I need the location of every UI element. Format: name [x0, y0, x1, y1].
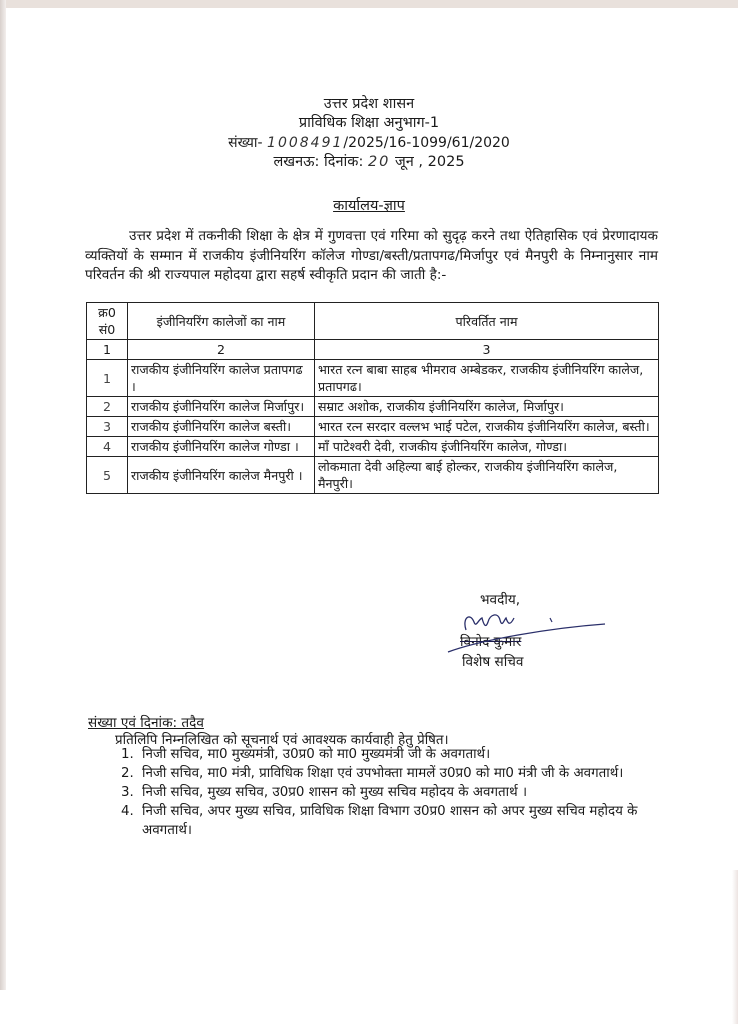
header-new-name: परिवर्तित नाम: [315, 303, 659, 340]
old-college-name: राजकीय इंजीनियरिंग कालेज मिर्जापुर।: [128, 397, 315, 417]
copy-intro: प्रतिलिपि निम्नलिखित को सूचनार्थ एवं आवश्यक कार्यवाही हेतु प्रेषित।: [115, 733, 449, 748]
body-paragraph: उत्तर प्रदेश में तकनीकी शिक्षा के क्षेत्र में गुणवत्ता एवं गरिमा को सुदृढ़ करने तथा ऐतिहासिक एवं प्रेरणादायक व्यक्तियों के सम्मान में राजकीय इंजीनियरिंग कॉलेज गोण्डा/बस्ती/प्रतापगढ/मिर्जापुर एवं मैनपुरी के निम्नानुसार नाम परिवर्तन की श्री राज्यपाल महोदया द्वारा सहर्ष स्वीकृति प्रदान की जाती है:-: [85, 228, 658, 283]
number-suffix: /2025/16-1099/61/2020: [343, 135, 510, 151]
serial-number: 1: [87, 360, 128, 397]
college-rename-table: [86, 302, 659, 494]
new-college-name: भारत रत्न सरदार वल्लभ भाई पटेल, राजकीय इंजीनियरिंग कालेज, बस्ती।: [315, 417, 659, 437]
handwritten-number: 1008491: [267, 135, 344, 151]
closing-salutation: भवदीय,: [480, 592, 521, 608]
table-column-number-row: [87, 340, 659, 360]
old-college-name: राजकीय इंजीनियरिंग कालेज बस्ती।: [128, 417, 315, 437]
column-number: 1: [87, 340, 128, 360]
new-college-name: भारत रत्न बाबा साहब भीमराव अम्बेडकर, राजकीय इंजीनियरिंग कालेज, प्रतापगढ।: [315, 360, 659, 397]
serial-number: 2: [87, 397, 128, 417]
signatory-designation: विशेष सचिव: [462, 654, 524, 670]
number-label: संख्या-: [228, 135, 263, 151]
place-date-label: लखनऊ: दिनांक:: [273, 154, 364, 170]
table-row: [87, 397, 659, 417]
reference-number: [0, 134, 738, 153]
column-number: 3: [315, 340, 659, 360]
header-college-name: इंजीनियरिंग कालेजों का नाम: [128, 303, 315, 340]
memo-subject: कार्यालय-ज्ञाप: [333, 198, 405, 214]
old-college-name: राजकीय इंजीनियरिंग कालेज प्रतापगढ ।: [128, 360, 315, 397]
new-college-name: माँ पाटेश्वरी देवी, राजकीय इंजीनियरिंग कालेज, गोण्डा।: [315, 437, 659, 457]
date-suffix: जून , 2025: [395, 154, 465, 170]
list-item: 3. निजी सचिव, मुख्य सचिव, उ0प्र0 शासन को मुख्य सचिव महोदय के अवगतार्थ ।: [138, 783, 678, 802]
serial-number: 4: [87, 437, 128, 457]
department-section: प्राविधिक शिक्षा अनुभाग-1: [298, 115, 440, 131]
table-header-row: [87, 303, 659, 340]
copy-reference: संख्या एवं दिनांक: तदैव: [88, 715, 204, 731]
government-name: उत्तर प्रदेश शासन: [323, 96, 415, 112]
header-serial: क्र0 सं0: [87, 303, 128, 340]
copy-recipient-list: [114, 745, 678, 840]
table-row: [87, 437, 659, 457]
place-and-date: [0, 153, 738, 172]
list-item: 1. निजी सचिव, मा0 मुख्यमंत्री, उ0प्र0 को मा0 मुख्यमंत्री जी के अवगतार्थ।: [138, 745, 678, 764]
list-item: 4. निजी सचिव, अपर मुख्य सचिव, प्राविधिक शिक्षा विभाग उ0प्र0 शासन को अपर मुख्य सचिव महोदय के अवगतार्थ।: [138, 802, 678, 840]
table-row: [87, 457, 659, 494]
handwritten-day: 20: [367, 154, 391, 170]
signatory-name: विनोद कुमार: [460, 634, 522, 650]
new-college-name: सम्राट अशोक, राजकीय इंजीनियरिंग कालेज, मिर्जापुर।: [315, 397, 659, 417]
list-item: 2. निजी सचिव, मा0 मंत्री, प्राविधिक शिक्षा एवं उपभोक्ता मामलें उ0प्र0 को मा0 मंत्री जी के अवगतार्थ।: [138, 764, 678, 783]
column-number: 2: [128, 340, 315, 360]
new-college-name: लोकमाता देवी अहिल्या बाई होल्कर, राजकीय इंजीनियरिंग कालेज, मैनपुरी।: [315, 457, 659, 494]
table-row: [87, 417, 659, 437]
serial-number: 3: [87, 417, 128, 437]
old-college-name: राजकीय इंजीनियरिंग कालेज मैनपुरी ।: [128, 457, 315, 494]
serial-number: 5: [87, 457, 128, 494]
table-row: [87, 360, 659, 397]
old-college-name: राजकीय इंजीनियरिंग कालेज गोण्डा ।: [128, 437, 315, 457]
handwritten-signature-icon: [440, 598, 630, 658]
